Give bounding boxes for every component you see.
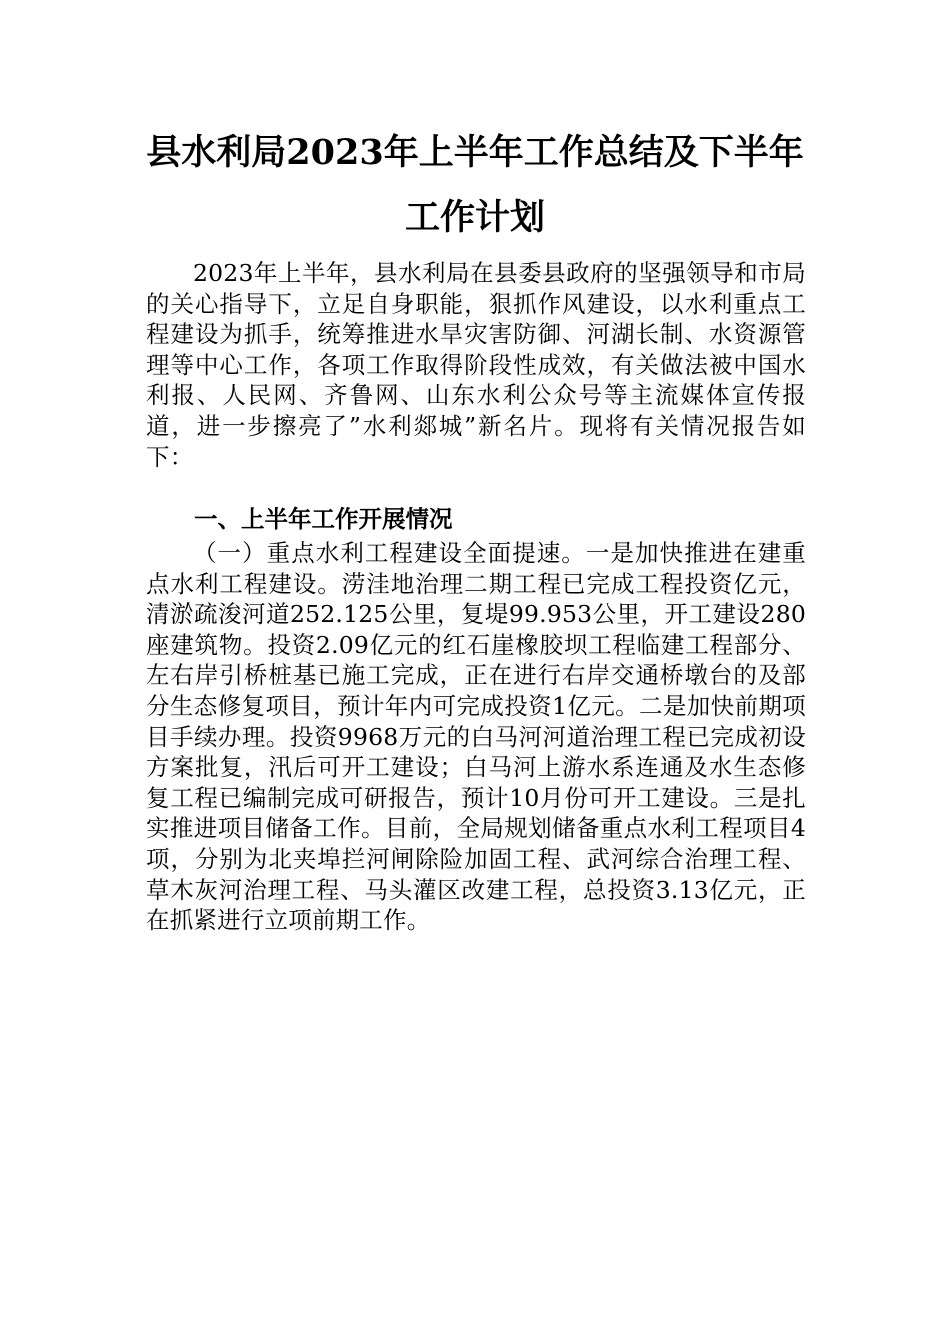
document-title-line-2: 工作计划	[404, 197, 545, 238]
intro-paragraph: 2023年上半年，县水利局在县委县政府的坚强领导和市局的关心指导下，立足自身职能，狠抓作风建设，以水利重点工程建设为抓手，统筹推进水旱灾害防御、河湖长制、水资源管理等中心工作，各项工作取得阶段性成效，有关做法被中国水利报、人民网、齐鲁网、山东水利公众号等主流媒体宣传报道，进一步擦亮了”水利郯城”新名片。现将有关情况报告如下：	[146, 259, 806, 471]
section1-paragraph-1: （一）重点水利工程建设全面提速。一是加快推进在建重点水利工程建设。涝洼地治理二期工程已完成工程投资亿元，清淤疏浚河道252.125公里，复堤99.953公里，开工建设280座建筑物。投资2.09亿元的红石崖橡胶坝工程临建工程部分、左右岸引桥桩基已施工完成，正在进行右岸交通桥墩台的及部分生态修复项目，预计年内可完成投资1亿元。二是加快前期项目手续办理。投资9968万元的白马河河道治理工程已完成初设方案批复，汛后可开工建设；白马河上游水系连通及水生态修复工程已编制完成可研报告，预计10月份可开工建设。三是扎实推进项目储备工作。目前，全局规划储备重点水利工程项目4项，分别为北夹埠拦河闸除险加固工程、武河综合治理工程、草木灰河治理工程、马头灌区改建工程，总投资3.13亿元，正在抓紧进行立项前期工作。	[146, 539, 806, 935]
section-heading-1: 一、上半年工作开展情况	[194, 505, 453, 533]
document-title-line-1: 县水利局2023年上半年工作总结及下半年	[146, 132, 804, 173]
